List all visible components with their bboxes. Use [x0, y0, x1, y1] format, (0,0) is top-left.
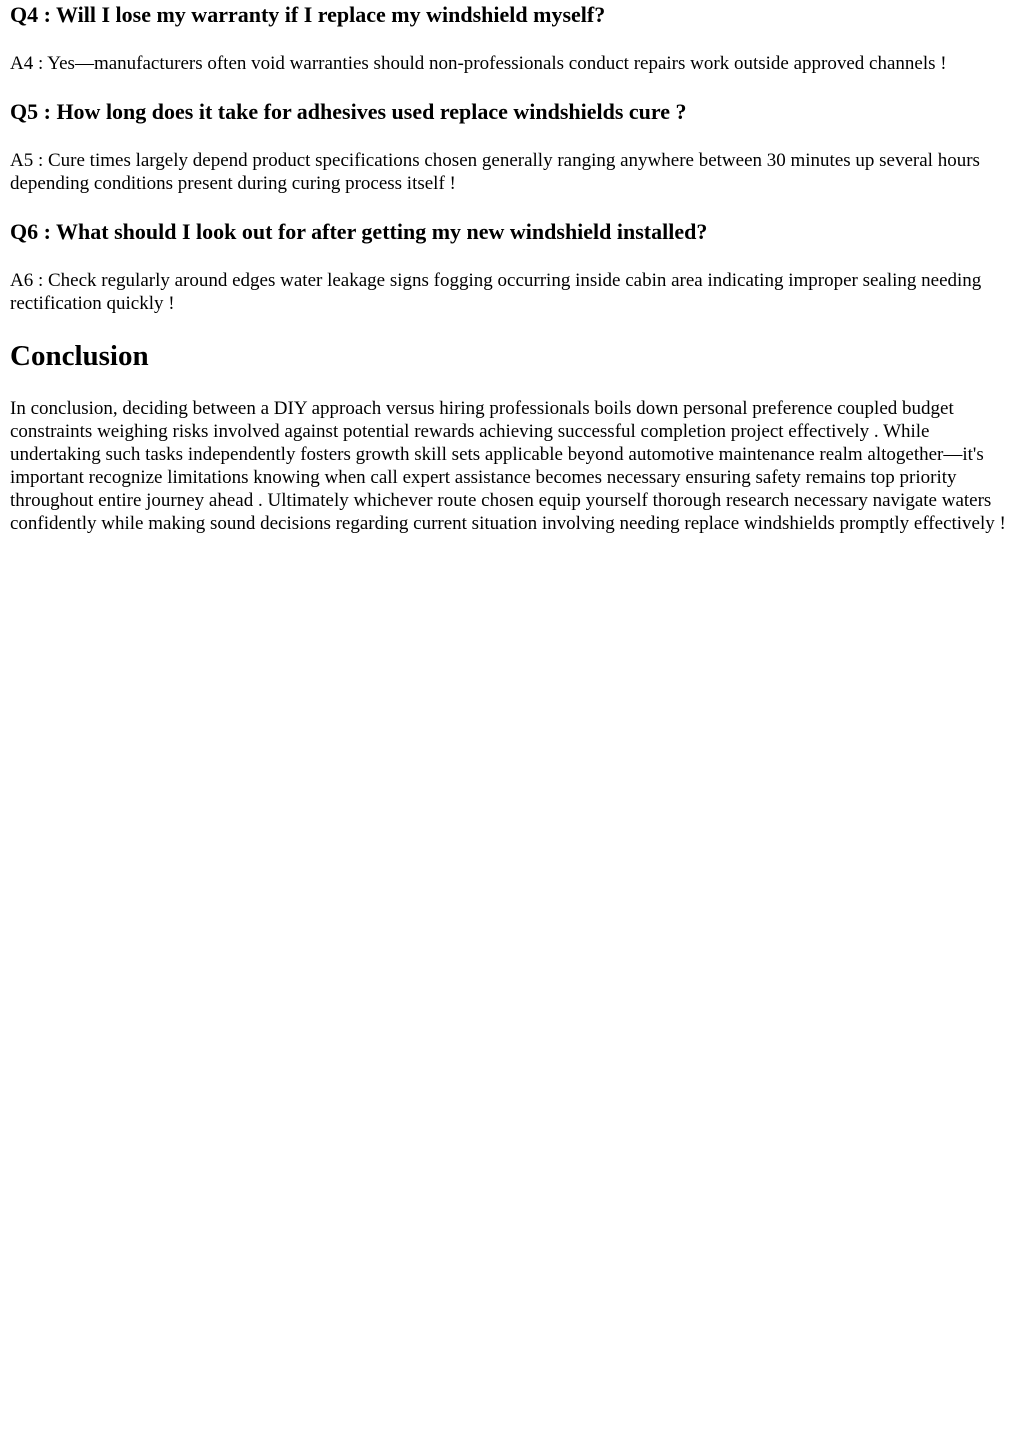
conclusion-paragraph: In conclusion, deciding between a DIY approach versus hiring professionals boils down personal preference coupled budget constraints weighing risks involved against potential rewards achieving successful completion project effectively . While undertaking such tasks independently fosters growth skill sets applicable beyond automotive maintenance realm altogether—it's important recognize limitations knowing when call expert assistance becomes necessary ensuring safety remains top priority throughout entire journey ahead . Ultimately whichever route chosen equip yourself thorough research necessary navigate waters confidently while making sound decisions regarding current situation involving needing replace windshields promptly effectively !	[10, 398, 1006, 534]
faq-answer: A4 : Yes—manufacturers often void warranties should non-professionals conduct repairs work outside approved channels !	[10, 53, 947, 74]
faq-answer: A6 : Check regularly around edges water leakage signs fogging occurring inside cabin area indicating improper sealing needing rectification quickly !	[10, 270, 982, 314]
faq-item-q5	[10, 99, 1014, 195]
faq-question: Q6 : What should I look out for after getting my new windshield installed?	[10, 219, 708, 244]
faq-answer: A5 : Cure times largely depend product specifications chosen generally ranging anywhere between 30 minutes up several hours depending conditions present during curing process itself !	[10, 150, 980, 194]
faq-question: Q5 : How long does it take for adhesives used replace windshields cure ?	[10, 99, 687, 124]
faq-question: Q4 : Will I lose my warranty if I replace my windshield myself?	[10, 2, 606, 27]
faq-item-q4	[10, 0, 1014, 75]
article-content	[0, 0, 1024, 535]
conclusion-section	[10, 339, 1014, 535]
conclusion-heading: Conclusion	[10, 340, 149, 372]
faq-item-q6	[10, 219, 1014, 315]
